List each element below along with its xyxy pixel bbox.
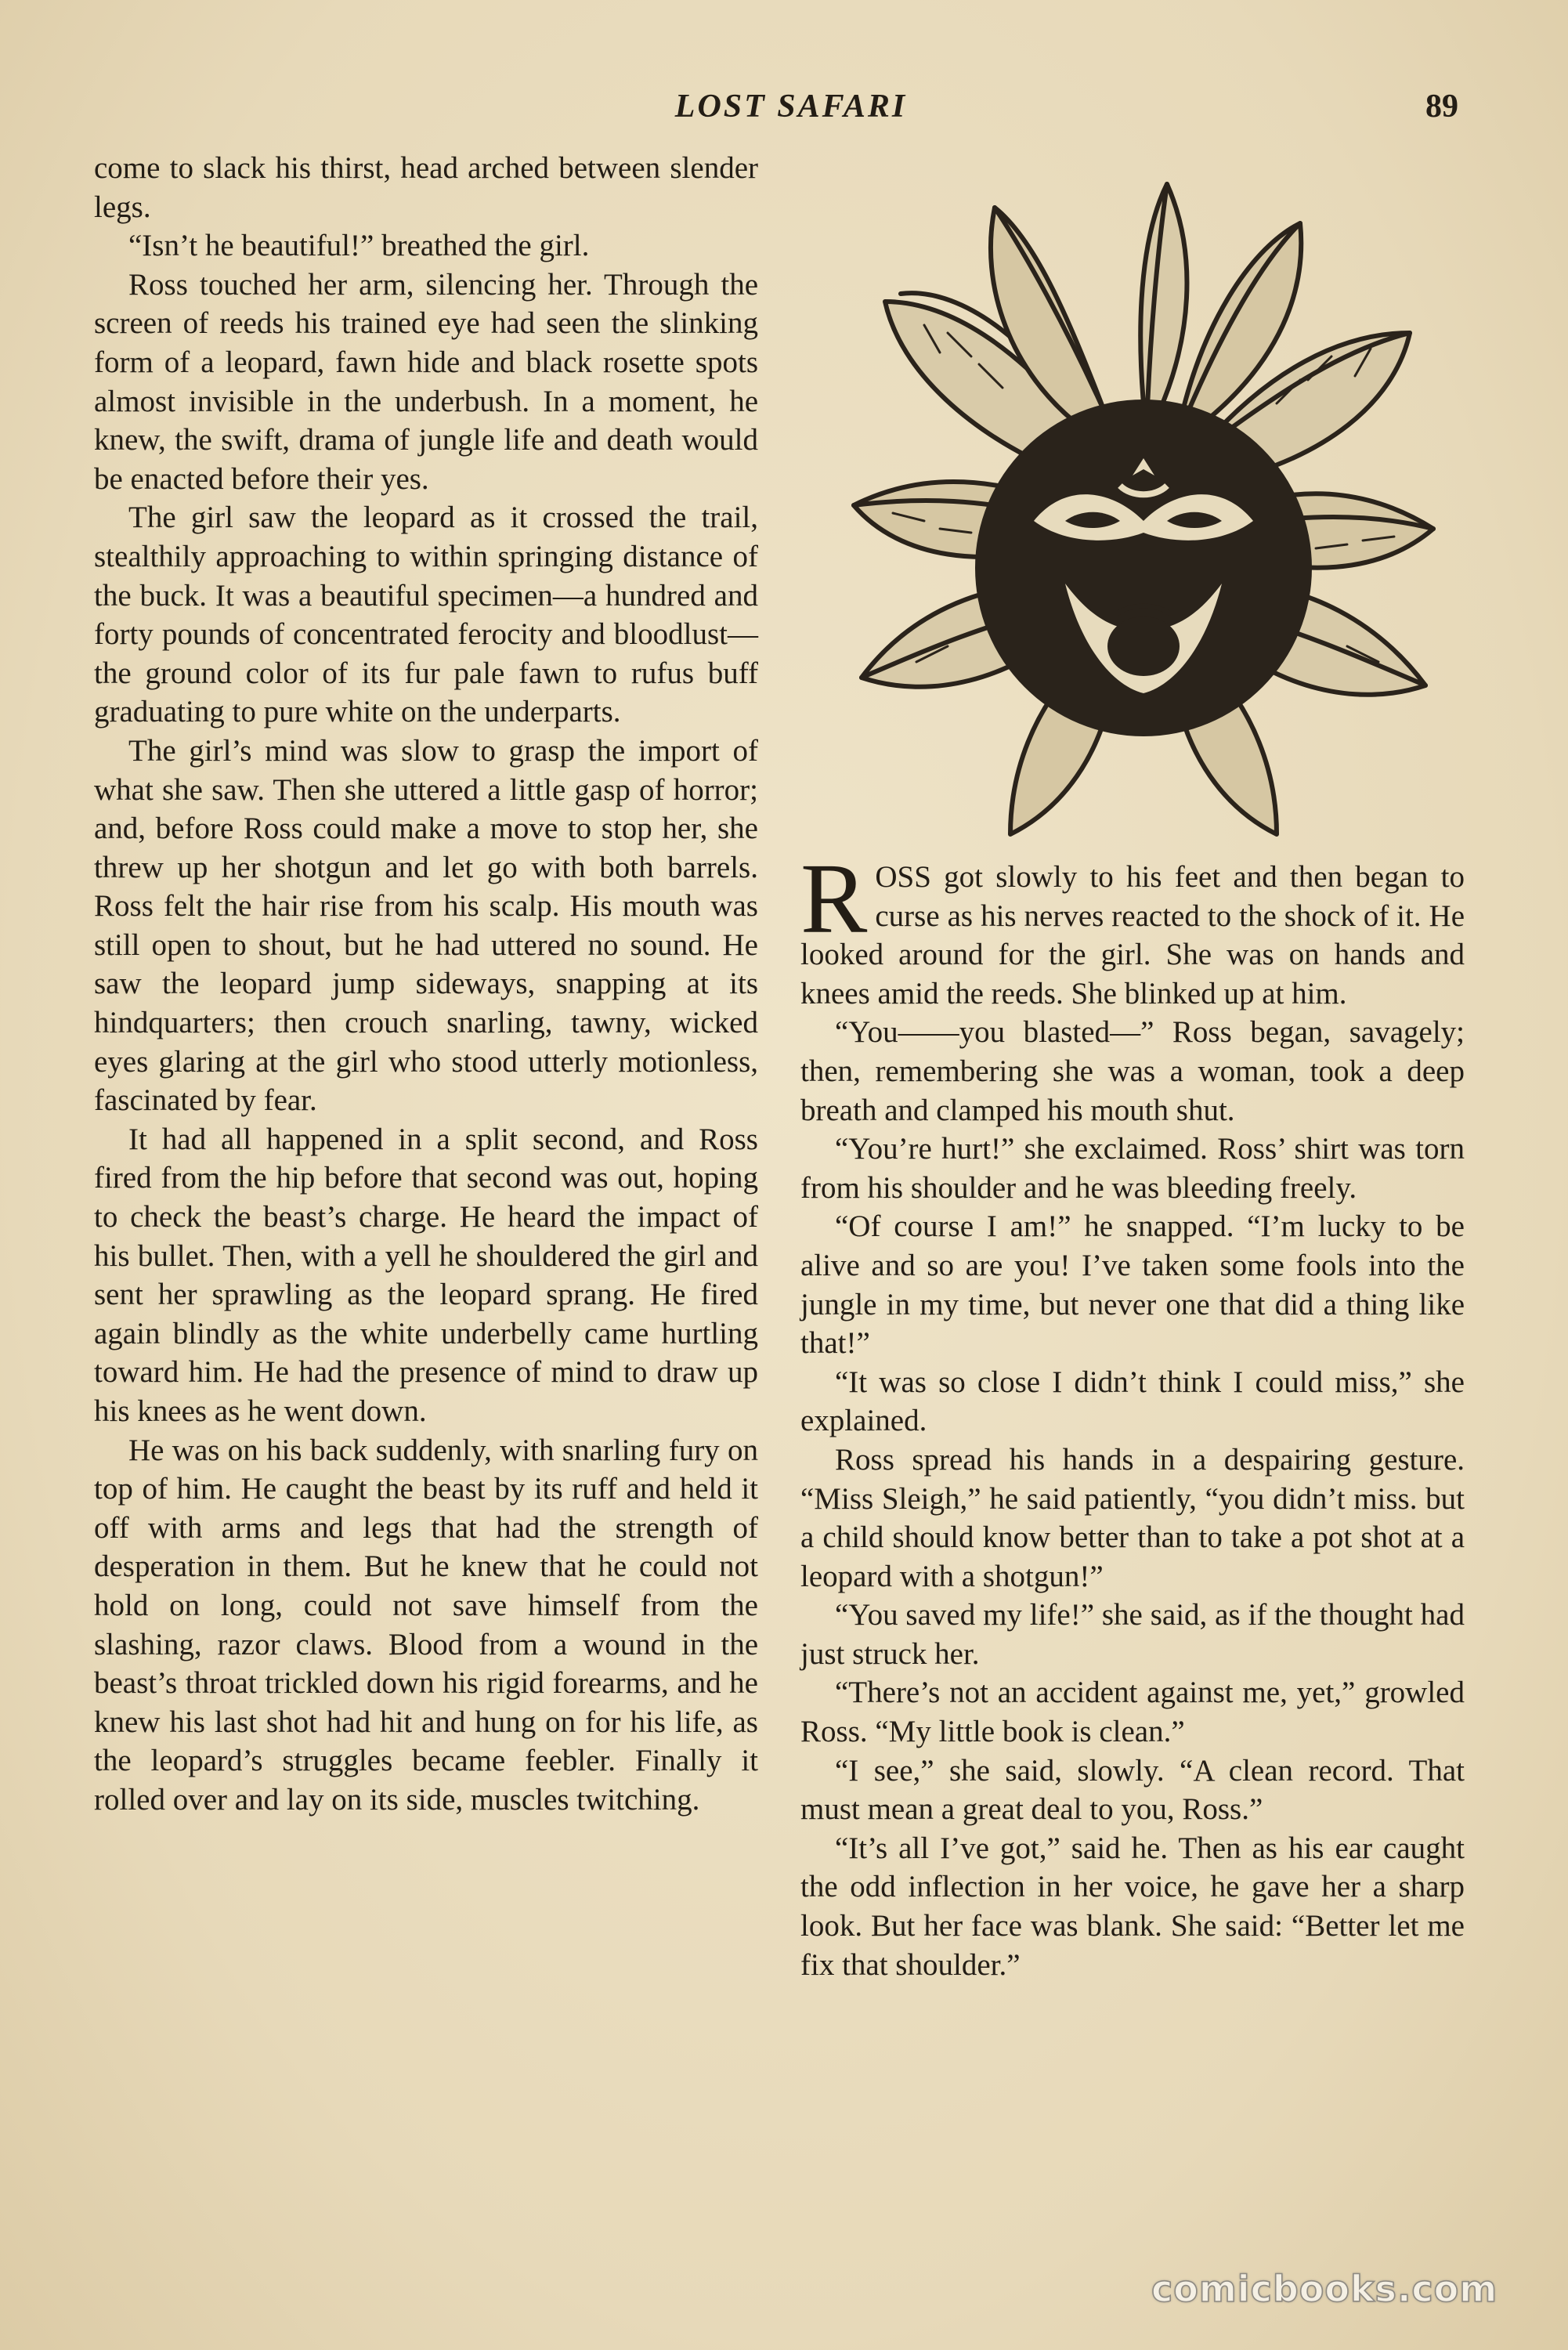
paragraph-text: OSS got slowly to his feet and then began to curse as his nerves reacted to the shock of it. He looked around for the girl. She was on hands and knees amid the reeds. She blinked up at him.	[800, 860, 1465, 1010]
page-header	[0, 88, 1568, 143]
paragraph: “I see,” she said, slowly. “A clean record. That must mean a great deal to you, Ross.”	[800, 1753, 1465, 1827]
watermark: comicbooks.com	[1151, 2268, 1498, 2310]
page-number: 89	[1425, 89, 1458, 125]
paragraph: The girl’s mind was slow to grasp the import of what she saw. Then she uttered a little gasp of horror; and, before Ross could make a move to stop her, she threw up her shotgun and let go with both barrels. Ross felt the hair rise from his scalp. His mouth was still open to shout, but he had uttered no sound. He saw the leopard jump sideways, snapping at its hindquarters; then crouch snarling, tawny, wicked eyes glaring at the girl who stood utterly motionless, fascinated by fear.	[94, 733, 758, 1118]
paragraph: Ross touched her arm, silencing her. Through the screen of reeds his trained eye had seen the slinking form of a leopard, fawn hide and black rosette spots almost invisible in the underbush. In a moment, he knew, the swift, drama of jungle life and death would be enacted before their yes.	[94, 267, 758, 496]
paragraph: He was on his back suddenly, with snarling fury on top of him. He caught the beast by its ruff and held it off with arms and legs that had the strength of desperation in them. But he knew that he could not hold on long, could not save himself from the slashing, razor claws. Blood from a wound in the beast’s throat trickled down his rigid forearms, and he knew his last shot had hit and hung on for his life, as the leopard’s struggles became feebler. Finally it rolled over and lay on its side, muscles twitching.	[94, 1433, 758, 1817]
drop-cap: R	[800, 843, 868, 954]
tribal-mask-with-feather-headdress-icon	[830, 176, 1457, 850]
paragraph: “You’re hurt!” she exclaimed. Ross’ shirt was torn from his shoulder and he was bleeding freely.	[800, 1132, 1465, 1205]
paragraph: It had all happened in a split second, and Ross fired from the hip before that second was out, hoping to check the beast’s charge. He heard the impact of his bullet. Then, with a yell he shouldered the girl and sent her sprawling as the leopard sprang. He fired again blindly as the white underbelly came hurtling toward him. He had the presence of mind to draw up his knees as he went down.	[94, 1122, 758, 1428]
paragraph: “It was so close I didn’t think I could miss,” she explained.	[800, 1365, 1465, 1438]
paragraph: “You saved my life!” she said, as if the thought had just struck her.	[800, 1598, 1465, 1671]
paragraph: The girl saw the leopard as it crossed the trail, stealthily approaching to within springing distance of the buck. It was a beautiful specimen—a hundred and forty pounds of concentrated ferocity and bloodlust—the ground color of its fur pale fawn to rufus buff graduating to pure white on the underparts.	[94, 501, 758, 729]
left-text-column	[94, 149, 758, 1820]
paragraph: come to slack his thirst, head arched between slender legs.	[94, 151, 758, 224]
running-title: LOST SAFARI	[674, 89, 908, 125]
paragraph: “Isn’t he beautiful!” breathed the girl.	[128, 229, 590, 263]
paragraph	[800, 843, 1465, 1013]
paragraph: Ross spread his hands in a despairing gesture. “Miss Sleigh,” he said patiently, “you didn’t miss. but a child should know better than to take a pot shot at a leopard with a shotgun!”	[800, 1442, 1465, 1593]
paragraph: “Of course I am!” he snapped. “I’m lucky to be alive and so are you! I’ve taken some fools into the jungle in my time, but never one that did a thing like that!”	[800, 1209, 1465, 1361]
paragraph: “It’s all I’ve got,” said he. Then as his ear caught the odd inflection in her voice, he gave her a sharp look. But her face was blank. She said: “Better let me fix that shoulder.”	[800, 1831, 1465, 1982]
paragraph: “There’s not an accident against me, yet,” growled Ross. “My little book is clean.”	[800, 1676, 1465, 1749]
right-text-column	[800, 843, 1465, 1984]
paragraph: “You——you blasted—” Ross began, savagely; then, remembering she was a woman, took a deep breath and clamped his mouth shut.	[800, 1015, 1465, 1127]
